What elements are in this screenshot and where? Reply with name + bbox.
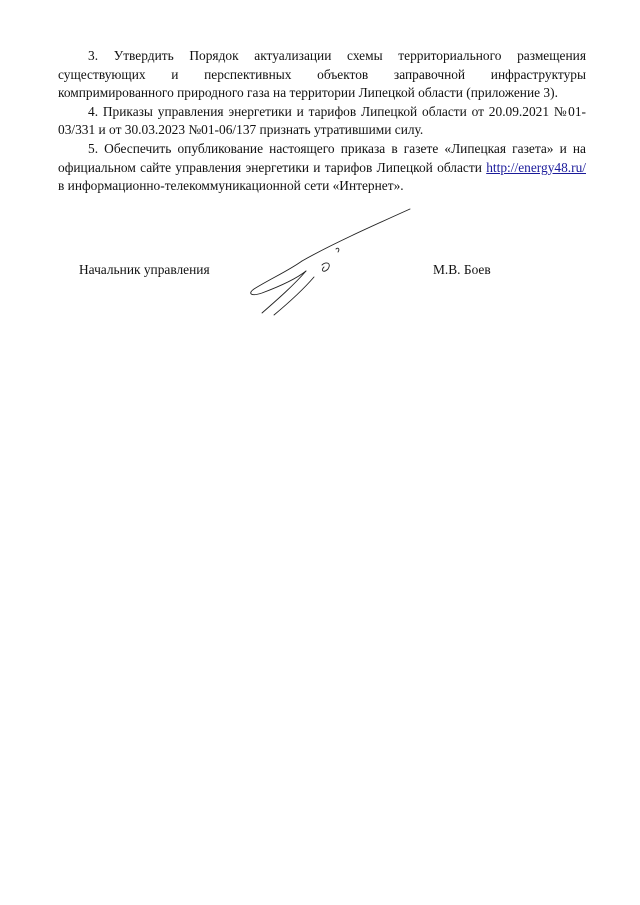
signatory-position: Начальник управления <box>79 262 210 277</box>
document-body <box>58 47 586 196</box>
handwritten-signature <box>240 205 430 320</box>
paragraph-4: 4. Приказы управления энергетики и тарифов Липецкой области от 20.09.2021 №01-03/331 и от 30.03.2023 №01-06/137 признать утратившими силу. <box>58 103 586 138</box>
signatory-name: М.В. Боев <box>433 262 491 277</box>
paragraph-5 <box>58 140 586 196</box>
paragraph-3: 3. Утвердить Порядок актуализации схемы территориального размещения существующих и перспективных объектов заправочной инфраструктуры компримированного природного газа на территории Липецкой области (приложение 3). <box>58 48 586 101</box>
paragraph-5-text: 5. Обеспечить опубликование настоящего приказа в газете «Липецкая газета» и на официальном сайте управления энергетики и тарифов Липецкой области <box>58 140 586 175</box>
paragraph-5-tail: в информационно-телекоммуникационной сети «Интернет». <box>58 178 404 194</box>
energy48-link[interactable]: http://energy48.ru/ <box>486 159 586 175</box>
